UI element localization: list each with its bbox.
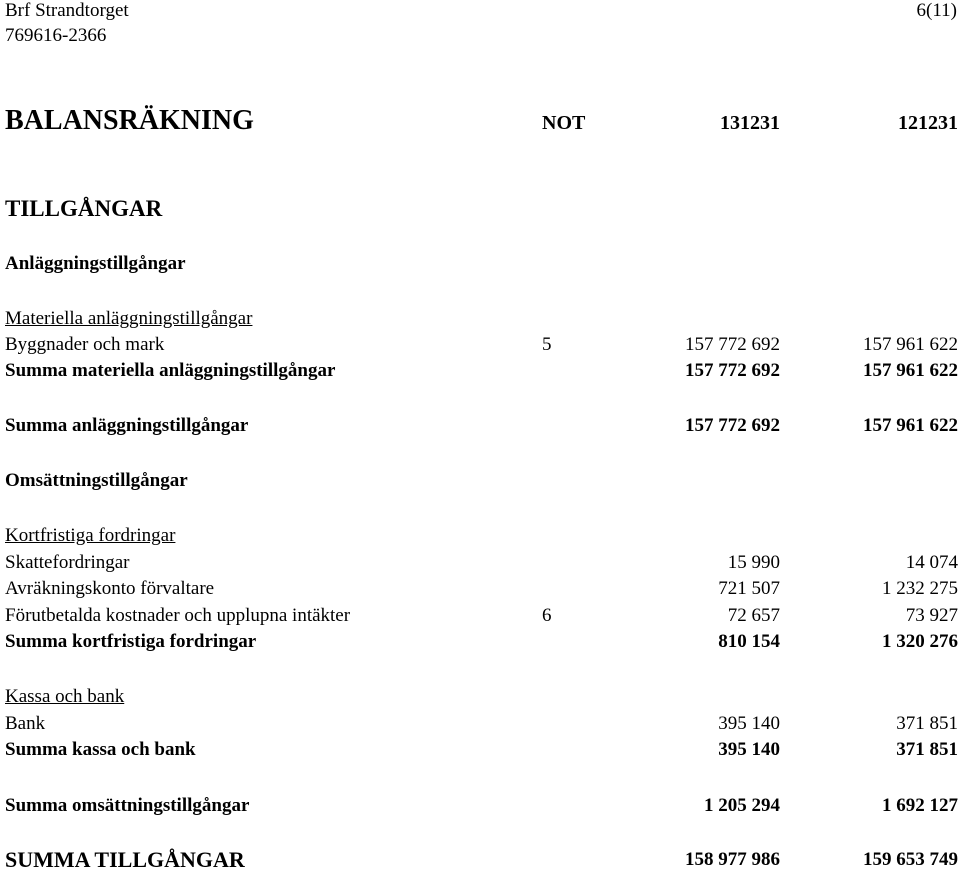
group-heading-cash-and-bank: Kassa och bank: [5, 686, 125, 707]
row-value-current: 157 772 692: [685, 415, 780, 436]
row-label: Summa omsättningstillgångar: [5, 795, 250, 816]
table-row: [0, 334, 960, 358]
row-value-previous: 1 232 275: [882, 578, 958, 599]
column-header-previous-year: 121231: [898, 112, 958, 134]
row-value-current: 1 205 294: [704, 795, 780, 816]
row-value-previous: 14 074: [905, 552, 958, 573]
group-heading-tangible-fixed-assets: Materiella anläggningstillgångar: [5, 308, 253, 329]
row-label: Skattefordringar: [5, 552, 130, 573]
row-note: 6: [542, 605, 552, 626]
section-heading-assets: TILLGÅNGAR: [5, 196, 163, 221]
row-label: Förutbetalda kostnader och upplupna intäkter: [5, 605, 351, 626]
row-note: 5: [542, 334, 552, 355]
table-row-sum: [0, 415, 960, 439]
row-label: Bank: [5, 713, 46, 734]
row-value-previous: 157 961 622: [863, 360, 958, 381]
subsection-heading-current-assets: Omsättningstillgångar: [5, 470, 188, 491]
row-label: Summa anläggningstillgångar: [5, 415, 249, 436]
row-value-previous: 73 927: [905, 605, 958, 626]
row-value-previous: 371 851: [896, 739, 958, 760]
table-row: [0, 552, 960, 576]
row-value-current: 810 154: [718, 631, 780, 652]
table-row: [0, 605, 960, 629]
table-row-sum: [0, 739, 960, 763]
table-row-sum: [0, 795, 960, 819]
row-value-previous: 157 961 622: [863, 334, 958, 355]
row-label: SUMMA TILLGÅNGAR: [5, 847, 245, 872]
row-value-current: 157 772 692: [685, 334, 780, 355]
row-value-previous: 159 653 749: [863, 849, 958, 870]
table-row: [0, 578, 960, 602]
row-value-previous: 1 320 276: [882, 631, 958, 652]
row-value-current: 15 990: [727, 552, 780, 573]
row-value-previous: 157 961 622: [863, 415, 958, 436]
row-value-current: 158 977 986: [685, 849, 780, 870]
column-header-note: NOT: [542, 112, 586, 134]
table-row: [0, 713, 960, 737]
row-label: Summa materiella anläggningstillgångar: [5, 360, 336, 381]
row-value-current: 395 140: [718, 739, 780, 760]
organization-name: Brf Strandtorget: [5, 0, 129, 21]
row-value-current: 721 507: [718, 578, 780, 599]
table-row-total: [0, 849, 960, 873]
row-value-current: 395 140: [718, 713, 780, 734]
subsection-heading-fixed-assets: Anläggningstillgångar: [5, 253, 186, 274]
group-heading-short-term-receivables: Kortfristiga fordringar: [5, 525, 176, 546]
column-header-current-year: 131231: [720, 112, 780, 134]
table-row-sum: [0, 631, 960, 655]
organization-number: 769616-2366: [5, 25, 107, 46]
page-number: 6(11): [916, 0, 957, 21]
row-label: Avräkningskonto förvaltare: [5, 578, 215, 599]
page-title: BALANSRÄKNING: [5, 105, 254, 136]
table-row-sum: [0, 360, 960, 384]
row-value-current: 157 772 692: [685, 360, 780, 381]
row-value-previous: 371 851: [896, 713, 958, 734]
row-value-previous: 1 692 127: [882, 795, 958, 816]
row-label: Summa kortfristiga fordringar: [5, 631, 257, 652]
row-label: Summa kassa och bank: [5, 739, 196, 760]
row-value-current: 72 657: [727, 605, 780, 626]
row-label: Byggnader och mark: [5, 334, 165, 355]
